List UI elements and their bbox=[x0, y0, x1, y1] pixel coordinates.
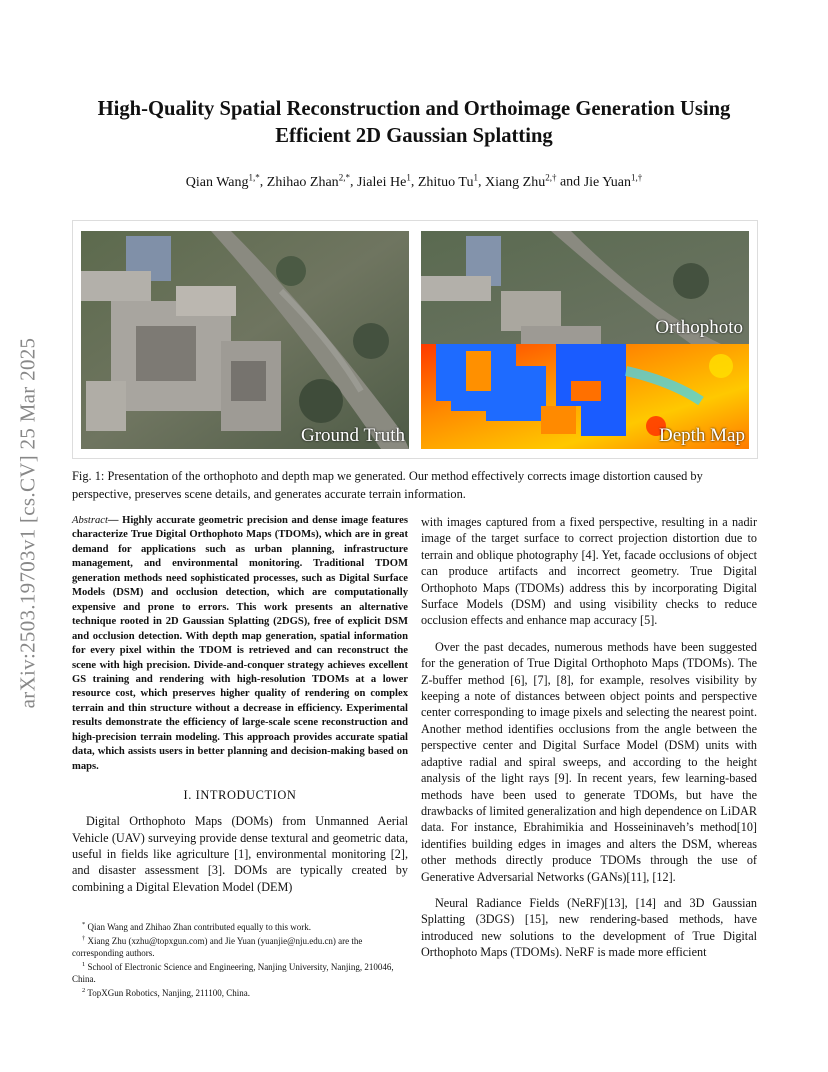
orthophoto-depth-image bbox=[421, 231, 749, 449]
body-paragraph: Over the past decades, numerous methods have been suggested for the generation of True Digital Orthophoto Maps (TDOMs). The Z-buffer method [6], [7], [8], for example, resolves visibility by keeping a note of distances between object points and perspective center corresponding to image pixels and selecting the nearest point. Another method identifies occlusions from the angle between the perspective center and Digital Surface Model (DSM) units with adaptive radial and spiral sweeps, and according to the height analysis of the light rays [9]. In recent years, few learning-based methods have been used to generate TDOMs, but have the drawbacks of limited generalization and high dependence on LiDAR data. For instance, Ebrahimikia and Hosseininaveh’s method[10] identifies building edges in images and alters the DSM, whereas other methods directly produce TDOMs through the use of Generative Adversarial Networks (GANs)[11], [12]. bbox=[421, 639, 757, 884]
author: Zhihao Zhan$^{2,*}$ bbox=[266, 172, 350, 190]
paper-title bbox=[60, 96, 768, 150]
body-paragraph: Neural Radiance Fields (NeRF)[13], [14] and 3D Gaussian Splatting (3DGS) [15], new rendering-based methods, have introduced new solutions to the development of True Digital Orthophoto Maps (TDOMs). NeRF is made more efficient bbox=[421, 895, 757, 960]
author: Qian Wang$^{1,*}$ bbox=[185, 172, 260, 190]
abstract-text: — Highly accurate geometric precision and dense image features characterize True Digital Orthophoto Maps (TDOMs), which are in great demand for applications such as urban planning, infrastructure management, and environmental monitoring. Traditional TDOM generation methods need sophisticated processes, such as Digital Surface Models (DSM) and occlusion detection, which are computationally expensive and prone to errors. This work presents an alternative technique rooted in 2D Gaussian Splatting (2DGS), free of explicit DSM and occlusion detection. With depth map generation, spatial information for every pixel within the TDOM is retrieved and can reconstruct the scene with high precision. Divide-and-conquer strategy achieves excellent GS training and rendering with high-resolution TDOMs at a lower resource cost, which preserves higher quality of rendering on complex terrain and thin structure without a decrease in efficiency. Experimental results demonstrate the efficiency of large-scale scene reconstruction and high-precision terrain modeling. This approach provides accurate spatial data, which assists users in better planning and decision-making based on maps. bbox=[72, 515, 408, 772]
ground-truth-aerial-image bbox=[81, 231, 409, 449]
arxiv-stamp: arXiv:2503.19703v1 [cs.CV] 25 Mar 2025 bbox=[15, 337, 40, 708]
figure-caption: Fig. 1: Presentation of the orthophoto and depth map we generated. Our method effectively corrects image distortion caused by perspective, preserves scene details, and generates accurate terrain information. bbox=[72, 469, 703, 501]
body-paragraph: with images captured from a fixed perspective, resulting in a nadir image of the target surface to correct projection distortion due to terrain and oblique photography [4]. Yet, facade occlusions of object can produce artifacts and incorrect geometry. True Digital Orthophoto Maps (TDOMs) address this by incorporating Digital Surface Models (DSM) and using visibility checks to reduce occlusion effects and enhance map accuracy [5]. bbox=[421, 515, 757, 628]
author: Jie Yuan$^{1,\dagger}$ bbox=[583, 172, 643, 190]
footnote: $^1$ School of Electronic Science and Engineering, Nanjing University, Nanjing, 210046, China. bbox=[72, 961, 394, 984]
title-line-2: Efficient 2D Gaussian Splatting bbox=[275, 125, 553, 147]
author: Xiang Zhu$^{2,\dagger}$ bbox=[484, 172, 557, 190]
author-list: Qian Wang$^{1,*}$, Zhihao Zhan$^{2,*}$, Jialei He$^1$, Zhituo Tu$^1$, Xiang Zhu$^{2,\dagger}$ and Jie Yuan$^{1,\dagger}$ bbox=[185, 172, 643, 190]
orthophoto-label: Orthophoto bbox=[655, 317, 743, 338]
abstract-label: Abstract bbox=[72, 515, 108, 526]
footnote: $^2$ TopXGun Robotics, Nanjing, 211100, China. bbox=[82, 987, 251, 998]
abstract bbox=[72, 514, 408, 774]
figure-1 bbox=[72, 220, 758, 459]
section-heading: I. INTRODUCTION bbox=[183, 788, 297, 803]
depth-map-label: Depth Map bbox=[658, 425, 745, 446]
footnote: † Xiang Zhu (xzhu@topxgun.com) and Jie Yuan (yuanjie@nju.edu.cn) are the corresponding authors. bbox=[72, 935, 363, 958]
intro-paragraph: Digital Orthophoto Maps (DOMs) from Unmanned Aerial Vehicle (UAV) surveying provide dense textural and geometric data, useful in fields like agriculture [1], environmental monitoring [2], and disaster assessment [3]. DOMs are typically created by combining a Digital Elevation Model (DEM) bbox=[72, 814, 408, 894]
left-column bbox=[72, 514, 408, 895]
footnote: * Qian Wang and Zhihao Zhan contributed equally to this work. bbox=[82, 921, 312, 932]
right-column bbox=[421, 514, 757, 961]
author: Jialei He$^1$ bbox=[356, 172, 411, 190]
ground-truth-label: Ground Truth bbox=[301, 425, 405, 446]
title-line-1: High-Quality Spatial Reconstruction and Orthoimage Generation Using bbox=[97, 98, 731, 120]
footnotes bbox=[72, 919, 408, 999]
author: Zhituo Tu$^1$ bbox=[417, 172, 478, 190]
